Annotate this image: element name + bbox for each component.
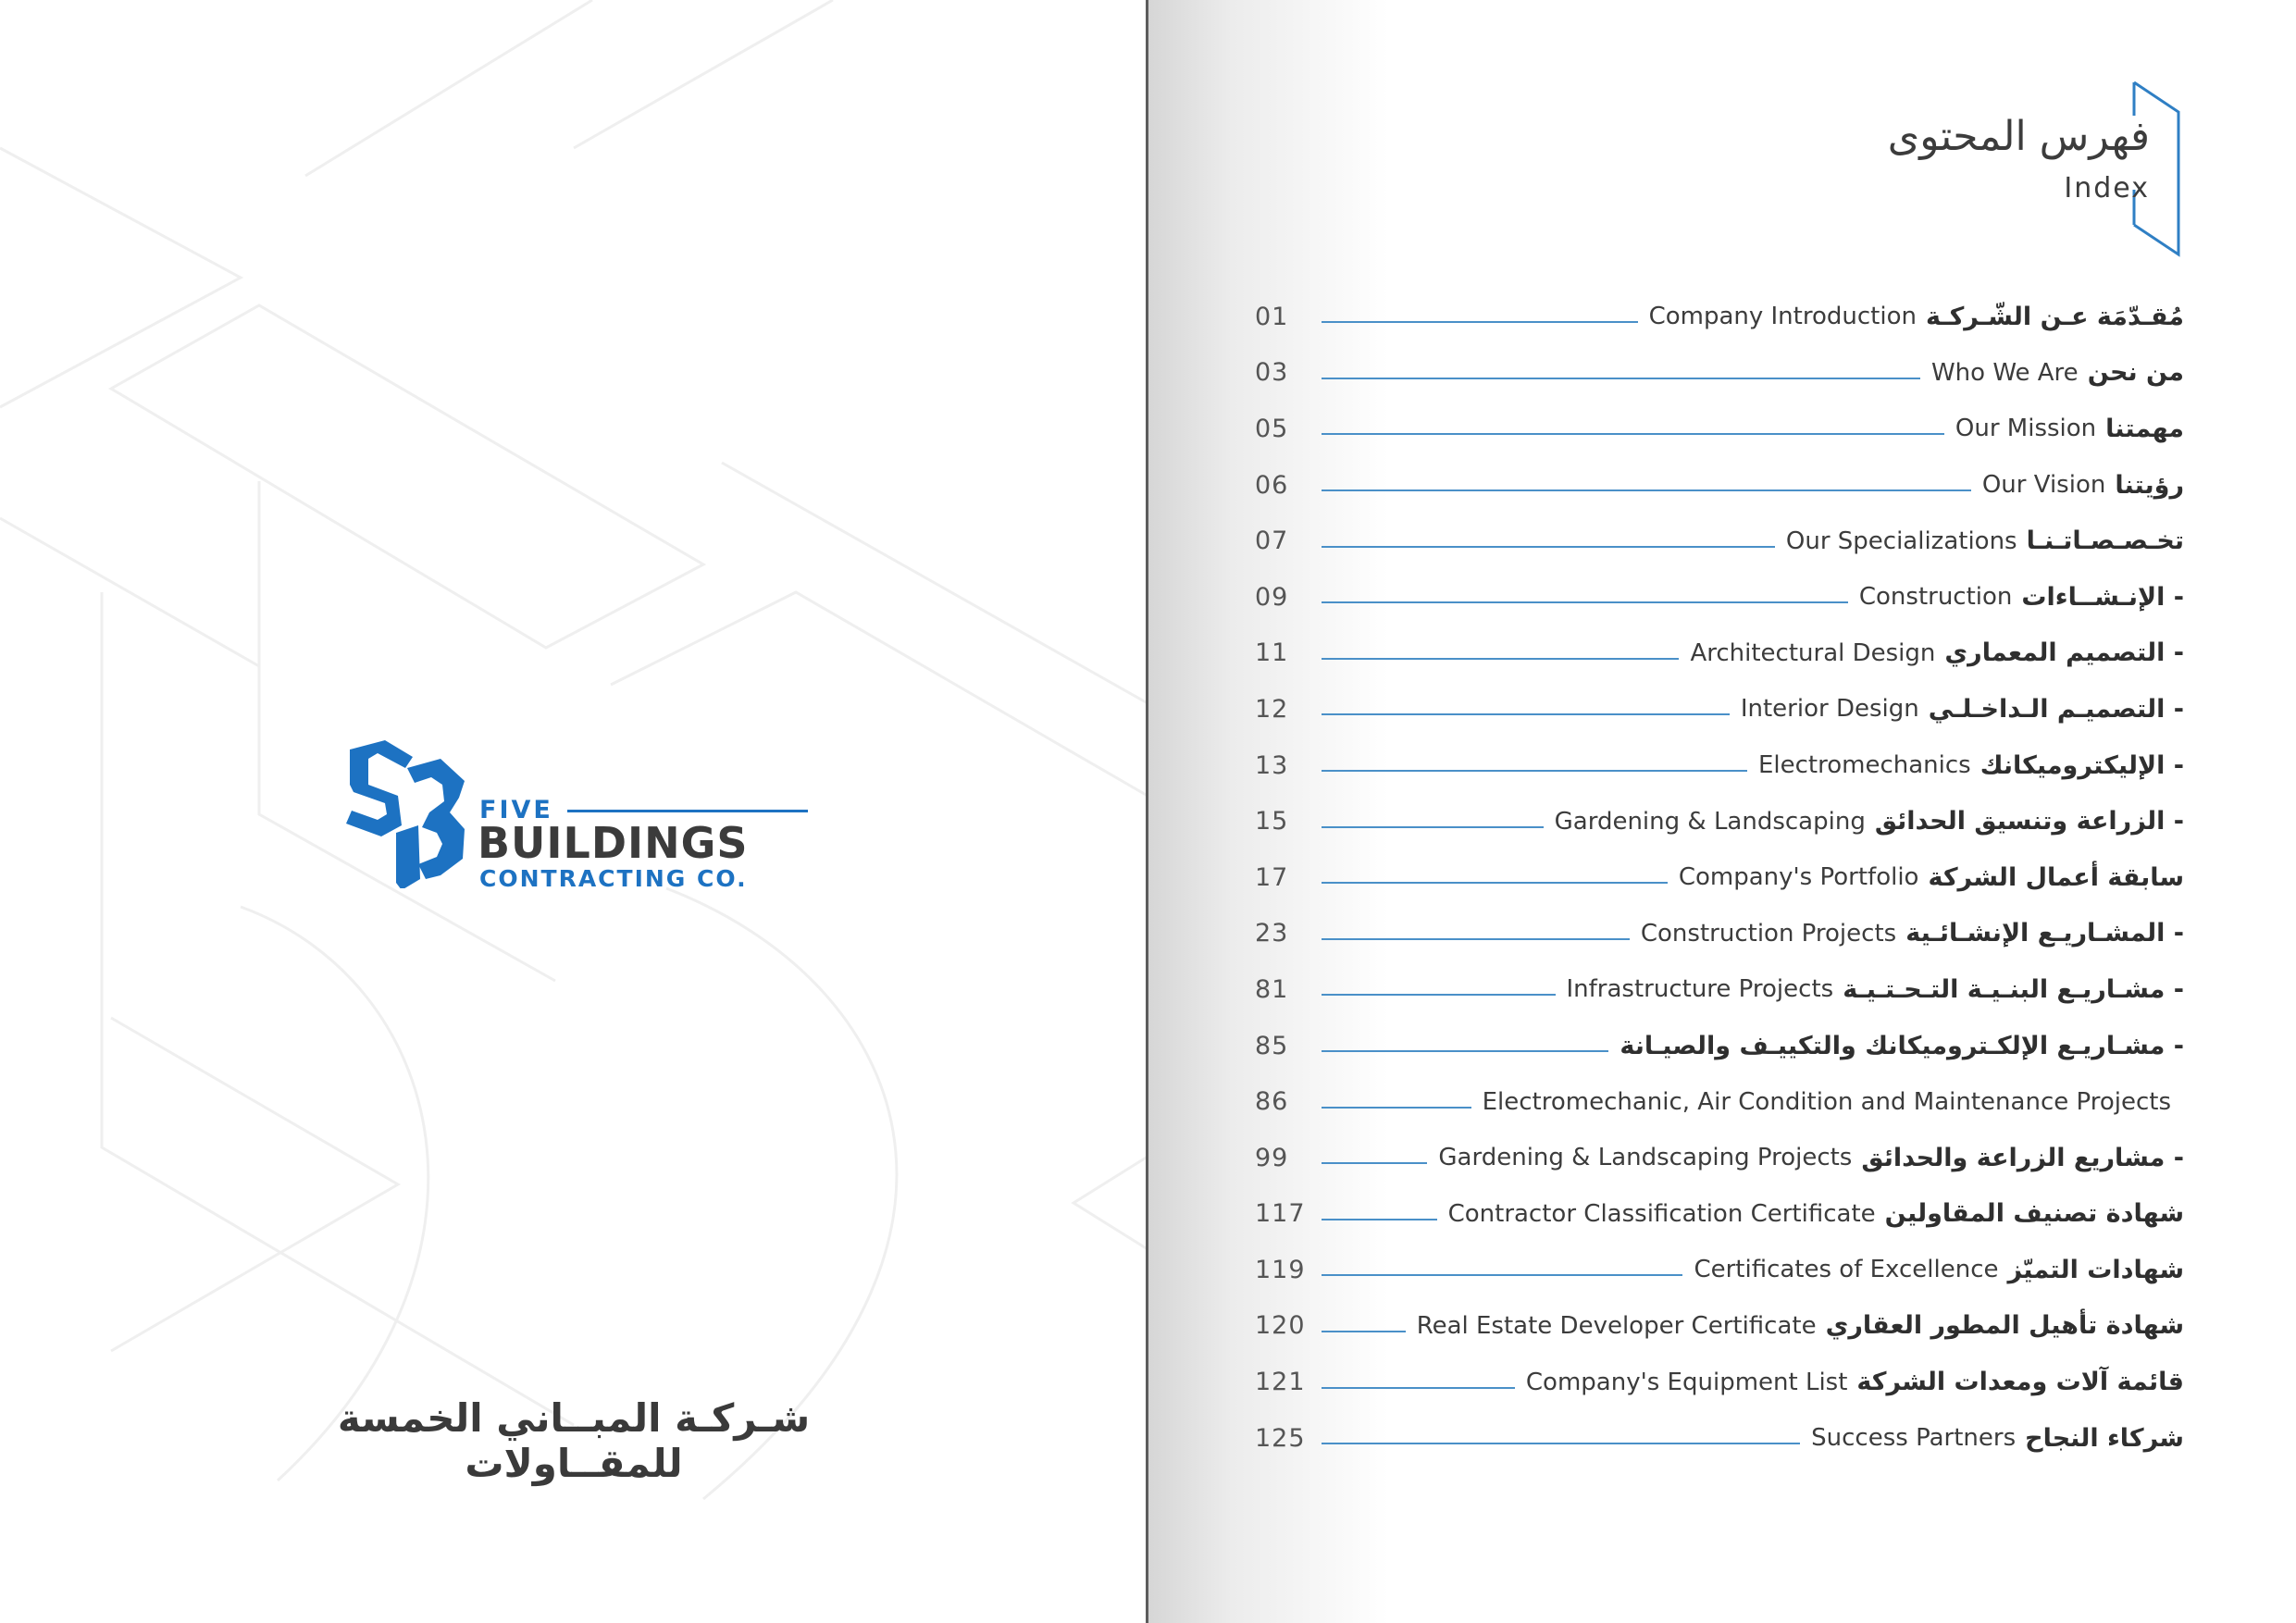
toc-leader-line (1322, 770, 1747, 772)
toc-page-number: 125 (1255, 1423, 1306, 1453)
index-title-english: Index (2064, 172, 2150, 204)
index-title-arabic: فهرس المحتوى (1887, 113, 2150, 160)
logo-rule (567, 810, 808, 812)
toc-leader-line (1322, 1443, 1800, 1444)
toc-label (1679, 863, 2184, 892)
toc-leader-line (1322, 546, 1775, 548)
toc-leader-line (1322, 1050, 1608, 1052)
toc-page-number: 07 (1255, 527, 1289, 556)
toc-label (1982, 471, 2184, 500)
toc-label-arabic: - الزراعة وتنسيق الحدائق (1874, 807, 2184, 836)
toc-label-arabic: شهادة تصنيف المقاولين (1884, 1199, 2184, 1229)
toc-page-number: 06 (1255, 470, 1289, 500)
toc-label (1649, 303, 2184, 331)
toc-page-number: 11 (1255, 638, 1289, 668)
toc-leader-line (1322, 433, 1944, 435)
toc-label-arabic: مهمتنا (2105, 414, 2184, 443)
toc-label-english: Gardening & Landscaping Projects (1438, 1144, 1853, 1172)
toc-leader-line (1322, 1219, 1437, 1220)
toc-leader-line (1322, 1387, 1515, 1389)
toc-label (1641, 919, 2184, 948)
toc-label-english: Interior Design (1740, 695, 1919, 724)
toc-label-english: Our Vision (1981, 471, 2106, 500)
toc-label-english: Construction (1858, 583, 2013, 612)
toc-label (1526, 1368, 2184, 1396)
toc-label (1741, 695, 2184, 724)
toc-label-arabic: تخـصـصـاتـنـا (2026, 527, 2184, 556)
toc-label-english: Contractor Classification Certificate (1447, 1199, 1876, 1228)
toc-row[interactable] (1255, 626, 2184, 682)
toc-label (1555, 807, 2184, 836)
toc-row[interactable] (1255, 457, 2184, 514)
toc-row[interactable] (1255, 401, 2184, 457)
toc-label-arabic: - مشـاريـع البنـيـة التـحـتـيـة (1843, 974, 2184, 1004)
toc-label (1931, 358, 2184, 387)
toc-label-arabic: - المشـاريـع الإنشـائـية (1905, 919, 2184, 948)
toc-row[interactable] (1255, 737, 2184, 794)
toc-row[interactable] (1255, 345, 2184, 402)
toc-label-english: Electromechanics (1757, 751, 1971, 780)
toc-page-number: 05 (1255, 414, 1289, 443)
toc-leader-line (1322, 1331, 1406, 1332)
toc-page-number: 86 (1255, 1087, 1289, 1117)
toc-label (1690, 638, 2184, 667)
toc-label-english: Electromechanic, Air Condition and Maintenance Projects (1482, 1087, 2171, 1116)
toc-label-arabic: شهادات التميّز (2007, 1255, 2184, 1284)
toc-row[interactable] (1255, 569, 2184, 626)
toc-label-arabic: من نحن (2087, 358, 2184, 388)
toc-row[interactable] (1255, 1410, 2184, 1467)
toc-label-arabic: - التصميـم الـداخـلـي (1928, 694, 2184, 724)
toc-label (1448, 1199, 2184, 1228)
toc-label (1438, 1144, 2184, 1172)
toc-page-number: 17 (1255, 862, 1289, 892)
toc-label-english: Construction Projects (1640, 919, 1897, 948)
toc-label-arabic: قائمة آلات ومعدات الشركة (1856, 1368, 2184, 1397)
toc-row[interactable] (1255, 681, 2184, 737)
toc-page-number: 15 (1255, 807, 1289, 836)
toc-page-number: 09 (1255, 582, 1289, 612)
toc-leader-line (1322, 1162, 1427, 1164)
toc-row[interactable] (1255, 1354, 2184, 1410)
logo-text-five: FIVE (479, 796, 553, 824)
toc-label-english: Infrastructure Projects (1566, 975, 1834, 1004)
logo-text-contracting: CONTRACTING CO. (479, 865, 748, 892)
toc-row[interactable] (1255, 1018, 2184, 1074)
logo-text-buildings: BUILDINGS (478, 818, 749, 868)
toc-row[interactable] (1255, 1186, 2184, 1243)
toc-leader-line (1322, 658, 1679, 660)
toc-label-arabic: - التصميم المعماري (1944, 638, 2184, 668)
toc-label (1417, 1311, 2184, 1340)
toc-leader-line (1322, 882, 1668, 884)
toc-leader-line (1322, 1274, 1682, 1276)
toc-label (1955, 415, 2184, 443)
toc-page-number: 119 (1255, 1255, 1306, 1284)
toc-leader-line (1322, 489, 1971, 491)
toc-page-number: 117 (1255, 1199, 1306, 1229)
toc-label-arabic: - الإنـشــاءات (2021, 582, 2184, 612)
toc-page-number: 99 (1255, 1143, 1289, 1172)
toc-leader-line (1322, 1107, 1471, 1109)
company-logo (341, 740, 822, 898)
toc-label (1620, 1032, 2184, 1060)
toc-page-number: 01 (1255, 302, 1289, 331)
toc-label-english: Our Specializations (1785, 527, 2017, 555)
toc-label-arabic: - مشـاريـع الإلكـتروميكانك والتكييـف والصيـانة (1620, 1031, 2184, 1060)
toc-label (1567, 975, 2185, 1004)
toc-leader-line (1322, 378, 1920, 379)
company-name-arabic: شـركـة المبــاني الخمسة للمقــاولات (337, 1395, 811, 1486)
toc-page-number: 23 (1255, 919, 1289, 948)
toc-row[interactable] (1255, 961, 2184, 1018)
toc-page-number: 81 (1255, 974, 1289, 1004)
toc-label-arabic: سابقة أعمال الشركة (1928, 862, 2184, 892)
toc-leader-line (1322, 601, 1848, 603)
toc-row[interactable] (1255, 1298, 2184, 1355)
toc-leader-line (1322, 713, 1730, 715)
toc-page-number: 03 (1255, 358, 1289, 388)
toc-row[interactable] (1255, 1073, 2184, 1130)
toc-leader-line (1322, 938, 1630, 940)
toc-row[interactable] (1255, 1242, 2184, 1298)
toc-label-english: Success Partners (1811, 1424, 2017, 1453)
toc-row[interactable] (1255, 289, 2184, 345)
toc-label-arabic: مُقـدّمَة عـن الشّـركـة (1925, 302, 2184, 331)
toc-label (1811, 1424, 2184, 1453)
toc-leader-line (1322, 826, 1544, 828)
toc-label-arabic: شهادة تأهيل المطور العقاري (1825, 1311, 2184, 1341)
toc-label-english: Company Introduction (1648, 303, 1917, 331)
toc-row[interactable] (1255, 906, 2184, 962)
toc-label-english: Real Estate Developer Certificate (1416, 1311, 1817, 1340)
toc-row[interactable] (1255, 1130, 2184, 1186)
toc-page-number: 120 (1255, 1311, 1306, 1341)
toc-label-english: Architectural Design (1690, 638, 1936, 667)
toc-row[interactable] (1255, 849, 2184, 906)
toc-label-arabic: - مشاريع الزراعة والحدائق (1861, 1143, 2184, 1172)
table-of-contents (1255, 289, 2184, 1466)
toc-page-number: 85 (1255, 1031, 1289, 1060)
toc-label-arabic: - الإليكتروميكانك (1980, 750, 2184, 780)
toc-label-english: Company's Equipment List (1525, 1368, 1848, 1396)
toc-label-english: Certificates of Excellence (1694, 1256, 1999, 1284)
index-bracket-icon (2119, 79, 2184, 264)
toc-label (1483, 1088, 2184, 1116)
toc-leader-line (1322, 321, 1638, 323)
five-buildings-logo-mark-icon (341, 740, 470, 888)
toc-label-arabic: رؤيتنا (2115, 470, 2184, 500)
toc-label-english: Gardening & Landscaping (1554, 807, 1866, 836)
toc-label-english: Our Mission (1955, 415, 2097, 443)
toc-label-english: Company's Portfolio (1678, 863, 1919, 892)
toc-row[interactable] (1255, 513, 2184, 569)
toc-label (1859, 583, 2184, 612)
toc-label (1694, 1256, 2184, 1284)
toc-label (1758, 751, 2184, 780)
toc-label-english: Who We Are (1930, 358, 2079, 387)
toc-page-number: 13 (1255, 750, 1289, 780)
toc-label-arabic: شركاء النجاح (2025, 1423, 2184, 1453)
toc-leader-line (1322, 994, 1556, 996)
toc-label (1786, 527, 2184, 555)
toc-row[interactable] (1255, 793, 2184, 849)
toc-page-number: 121 (1255, 1368, 1306, 1397)
toc-page-number: 12 (1255, 694, 1289, 724)
